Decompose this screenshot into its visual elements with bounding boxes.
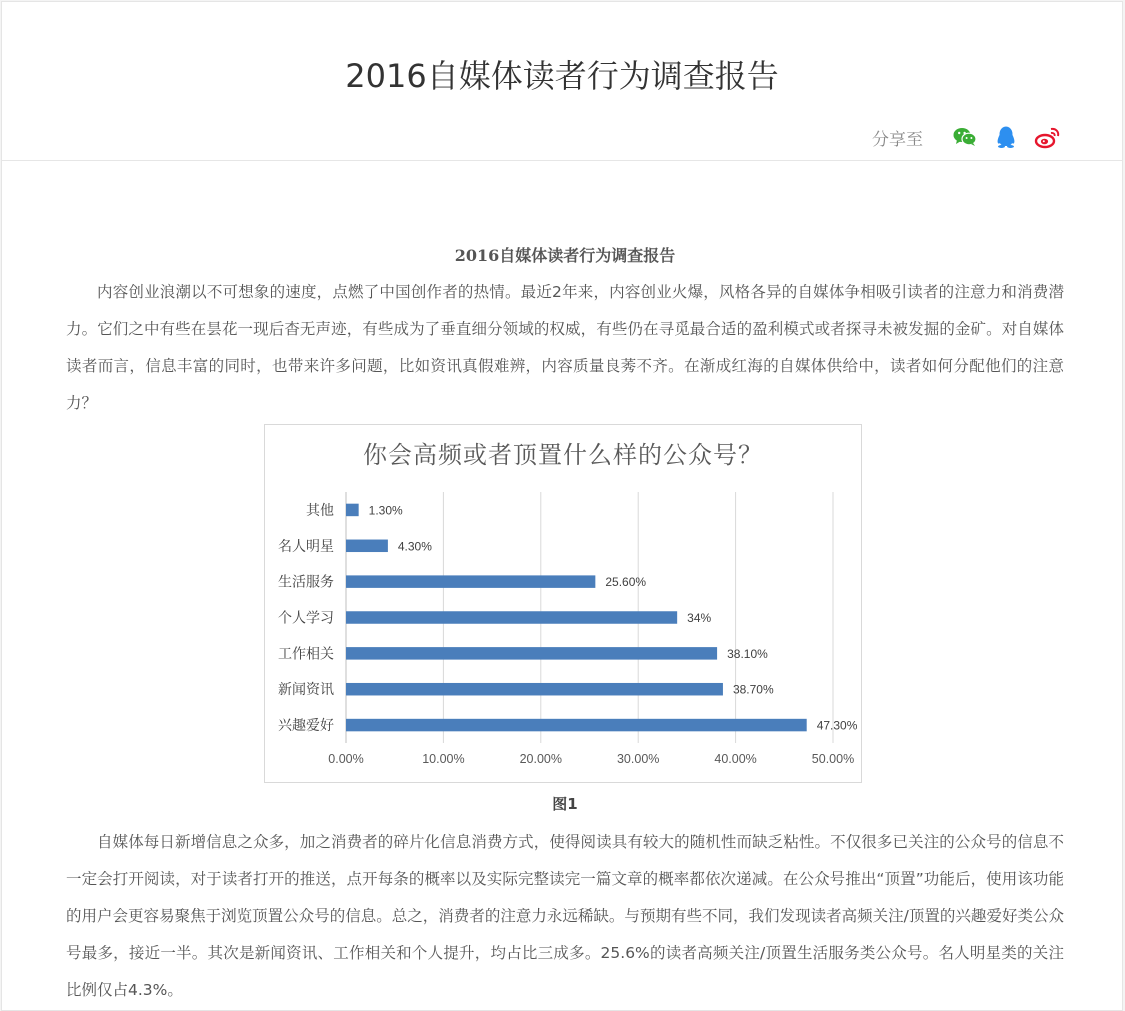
share-bar [872, 124, 1060, 150]
data-label: 25.60% [605, 575, 647, 590]
chart-bar [346, 540, 388, 553]
category-label: 其他 [306, 501, 334, 518]
chart-bar [346, 504, 359, 517]
share-label: 分享至 [872, 129, 923, 150]
article-paragraph: 内容创业浪潮以不可想象的速度，点燃了中国创作者的热情。最近2年来，内容创业火爆，风格各异的自媒体争相吸引读者的注意力和消费潜力。它们之中有些在昙花一现后杳无声迹，有些成为了垂直细分领域的权威，有些仍在寻觅最合适的盈利模式或者探寻未被发掘的金矿。对自媒体读者而言，信息丰富的同时，也带来许多问题，比如资讯真假难辨，内容质量良莠不齐。在渐成红海的自媒体供给中，读者如何分配他们的注意力？ [66, 283, 1064, 412]
chart-bar [346, 611, 677, 624]
category-label: 个人学习 [278, 609, 334, 626]
category-label: 名人明星 [278, 537, 334, 554]
chart-image [264, 424, 862, 783]
x-tick-label: 40.00% [714, 752, 757, 766]
data-label: 1.30% [368, 503, 403, 518]
page-title: 2016自媒体读者行为调查报告 [345, 57, 779, 95]
x-tick-label: 10.00% [422, 752, 465, 766]
article-paragraph: 自媒体每日新增信息之众多，加之消费者的碎片化信息消费方式，使得阅读具有较大的随机性而缺乏粘性。不仅很多已关注的公众号的信息不一定会打开阅读，对于读者打开的推送，点开每条的概率以及实际完整读完一篇文章的概率都依次递减。在公众号推出“顶置”功能后，使用该功能的用户会更容易聚焦于浏览顶置公众号的信息。总之，消费者的注意力永远稀缺。与预期有些不同，我们发现读者高频关注/顶置的兴趣爱好类公众号最多，接近一半。其次是新闻资讯、工作相关和个人提升，均占比三成多。25.6%的读者高频关注/顶置生活服务类公众号。名人明星类的关注比例仅占4.3%。 [66, 833, 1064, 999]
data-label: 47.30% [816, 718, 858, 733]
category-label: 兴趣爱好 [278, 717, 334, 734]
x-tick-label: 20.00% [519, 752, 563, 766]
x-tick-label: 0.00% [328, 752, 364, 766]
qq-icon[interactable] [993, 124, 1019, 150]
x-tick-label: 50.00% [811, 752, 855, 766]
page [1, 1, 1123, 1011]
chart-bar [346, 719, 807, 732]
figure-caption: 图1 [552, 795, 578, 813]
data-label: 38.70% [732, 682, 774, 697]
wechat-icon[interactable] [952, 124, 978, 150]
page-header [2, 2, 1122, 161]
category-label: 生活服务 [278, 573, 334, 590]
article-content [66, 242, 1064, 1009]
bar-chart [265, 425, 861, 782]
figure [66, 422, 1064, 782]
category-label: 新闻资讯 [278, 681, 334, 698]
weibo-icon[interactable] [1034, 124, 1060, 150]
data-label: 4.30% [397, 539, 432, 554]
category-label: 工作相关 [278, 645, 334, 662]
chart-bar [346, 575, 595, 588]
chart-bar [346, 647, 717, 660]
data-label: 38.10% [727, 646, 768, 661]
x-tick-label: 30.00% [616, 752, 660, 766]
article-heading: 2016自媒体读者行为调查报告 [454, 246, 676, 265]
chart-bar [346, 683, 723, 696]
data-label: 34% [687, 611, 712, 625]
chart-title: 你会高频或者顶置什么样的公众号？ [363, 441, 763, 469]
